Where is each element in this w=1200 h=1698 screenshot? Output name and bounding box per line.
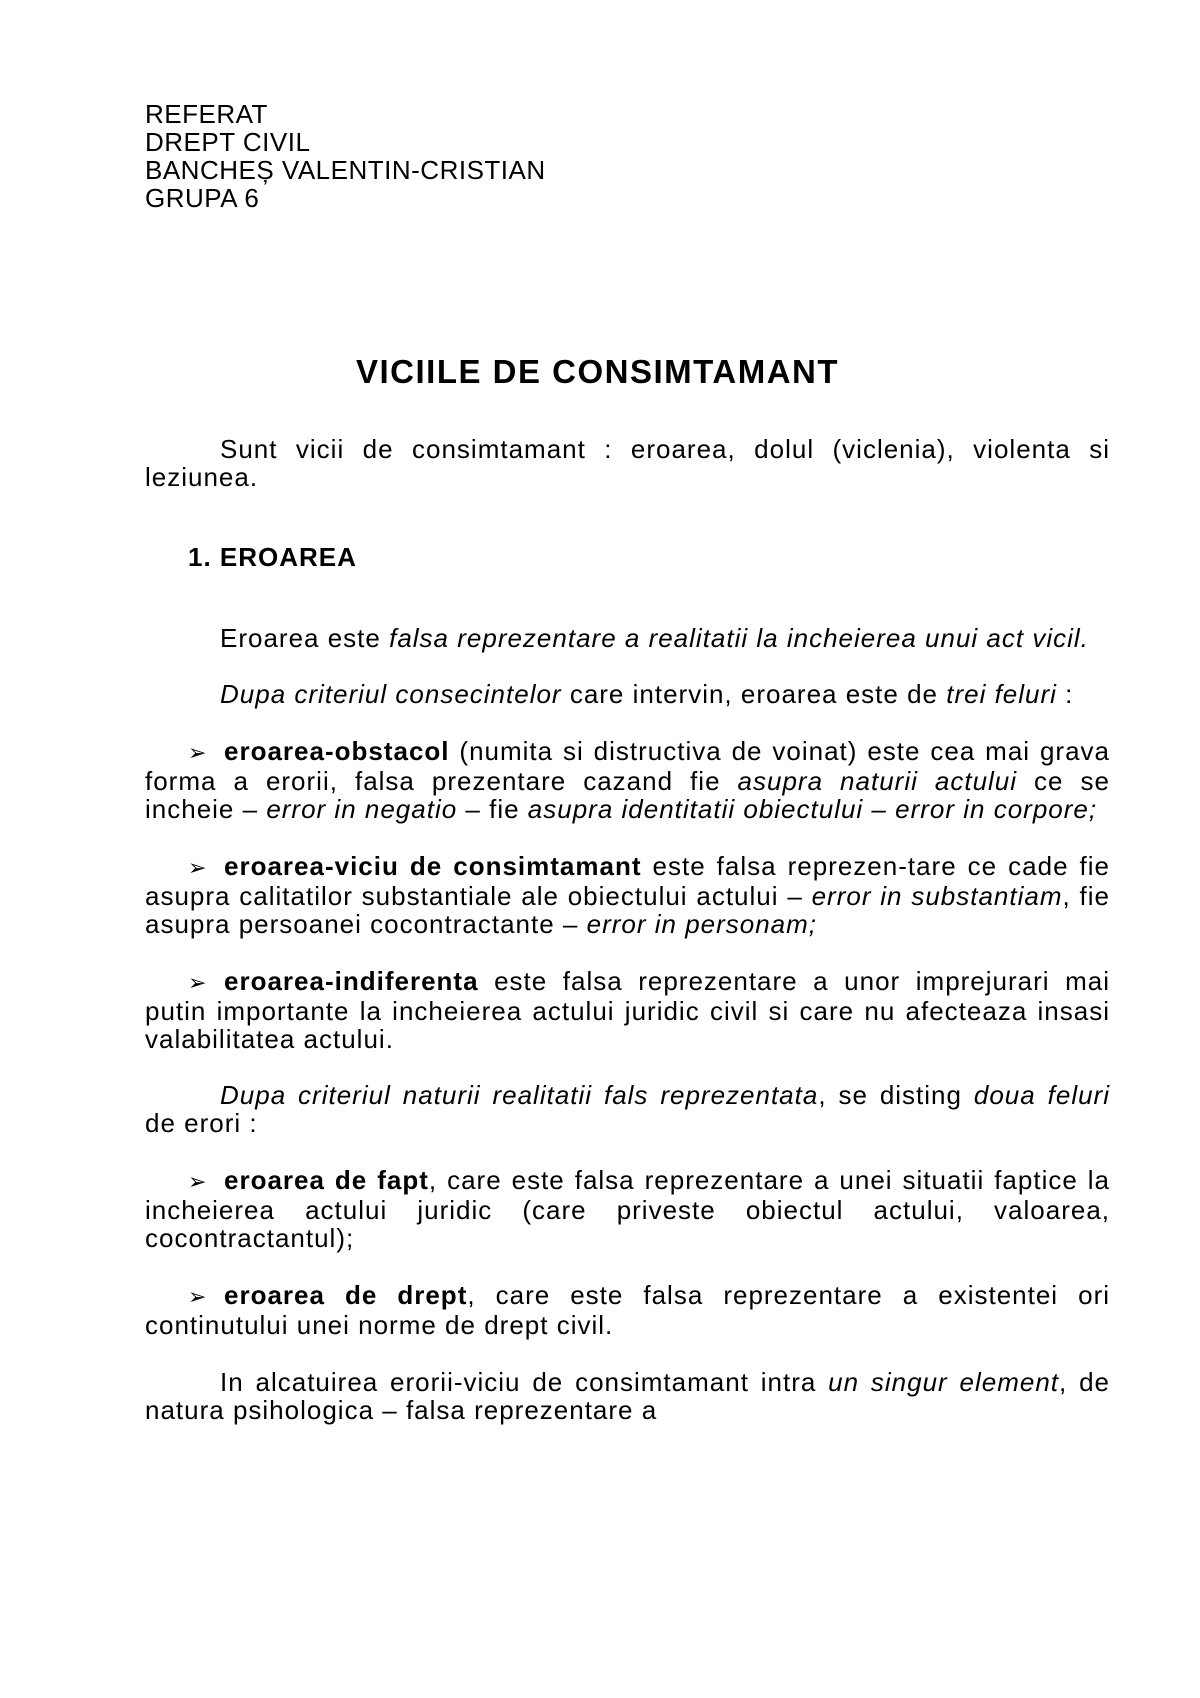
bullet-italic: asupra naturii actului [737,766,1018,796]
criterion1-text: care intervin, eroarea este de [561,679,947,709]
arrow-bullet-icon: ➢ [188,740,208,765]
bullet-text: ce se incheie – [145,766,1110,824]
intro-paragraph: Sunt vicii de consimtamant : eroarea, dolul (viclenia), violenta si leziunea. [145,434,1110,492]
criterion2-tail: de erori : [145,1108,258,1138]
bullet-text: (numita si distructiva de voinat) este cea mai grava forma a erorii, falsa prezentare cazand fie [145,736,1110,796]
criterion2-italic: Dupa criteriul naturii realitatii fals reprezentata [220,1080,819,1110]
bullet-eroarea-viciu [145,852,1110,938]
bullet-eroarea-indiferenta [145,967,1110,1053]
definition-paragraph [145,624,1110,652]
document-header [145,100,1110,212]
section-heading-eroarea: 1. EROAREA [188,542,357,572]
closing-text: In alcatuirea erorii-viciu de consimtamant intra [220,1367,829,1397]
arrow-bullet-icon: ➢ [188,1284,208,1309]
criterion2-italic-count: doua feluri [973,1080,1110,1110]
bullet-term: eroarea-indiferenta [224,966,479,996]
arrow-bullet-icon: ➢ [188,1169,208,1194]
arrow-bullet-icon: ➢ [188,855,208,880]
bullet-italic: error in substantiam [811,881,1063,911]
header-line-subject: DREPT CIVIL [145,127,311,157]
header-line-author: BANCHEȘ VALENTIN-CRISTIAN [145,155,546,185]
closing-italic: un singur element [828,1367,1060,1397]
bullet-term: eroarea de fapt [224,1165,429,1195]
header-line-referat: REFERAT [145,99,268,129]
criterion2-paragraph [145,1081,1110,1137]
bullet-italic: error in personam; [586,909,818,939]
criterion2-text: , se disting [818,1080,974,1110]
bullet-text: , fie asupra persoanei cocontractante – [145,881,1110,939]
bullet-term: eroarea-obstacol [224,736,450,766]
bullet-text: , care este falsa reprezentare a existentei ori continutului unei norme de drept civil. [145,1280,1111,1340]
criterion1-italic-count: trei feluri [946,679,1057,709]
bullet-term: eroarea-viciu de consimtamant [224,851,642,881]
definition-text: Eroarea este [220,623,390,653]
arrow-bullet-icon: ➢ [188,970,208,995]
bullet-italic: error in negatio [266,794,458,824]
definition-italic: falsa reprezentare a realitatii la incheierea unui act vicil. [389,623,1089,653]
document-title: VICIILE DE CONSIMTAMANT [355,353,840,390]
criterion1-paragraph [145,680,1110,708]
criterion1-italic: Dupa criteriul consecintelor [220,679,562,709]
bullet-text: este falsa reprezentare a unor imprejurari mai putin importante la incheierea actului juridic civil si care nu afecteaza insasi valabilitatea actului. [145,966,1110,1054]
header-line-group: GRUPA 6 [145,183,260,213]
bullet-term: eroarea de drept [224,1280,468,1310]
bullet-text: este falsa reprezen-tare ce cade fie asupra calitatilor substantiale ale obiectului actului – [145,851,1111,911]
bullet-italic: asupra identitatii obiectului – error in corpore; [527,794,1098,824]
closing-paragraph [145,1368,1110,1424]
bullet-eroarea-de-fapt [145,1166,1110,1252]
bullet-eroarea-obstacol [145,737,1110,823]
closing-tail: , de natura psihologica – falsa reprezentare a [145,1367,1110,1425]
bullet-text: – fie [457,794,528,824]
bullet-eroarea-de-drept [145,1281,1110,1339]
bullet-text: , care este falsa reprezentare a unei situatii faptice la incheierea actului juridic (care priveste obiectul actului, valoarea, cocontractantul); [145,1165,1110,1253]
criterion1-tail: : [1056,679,1074,709]
